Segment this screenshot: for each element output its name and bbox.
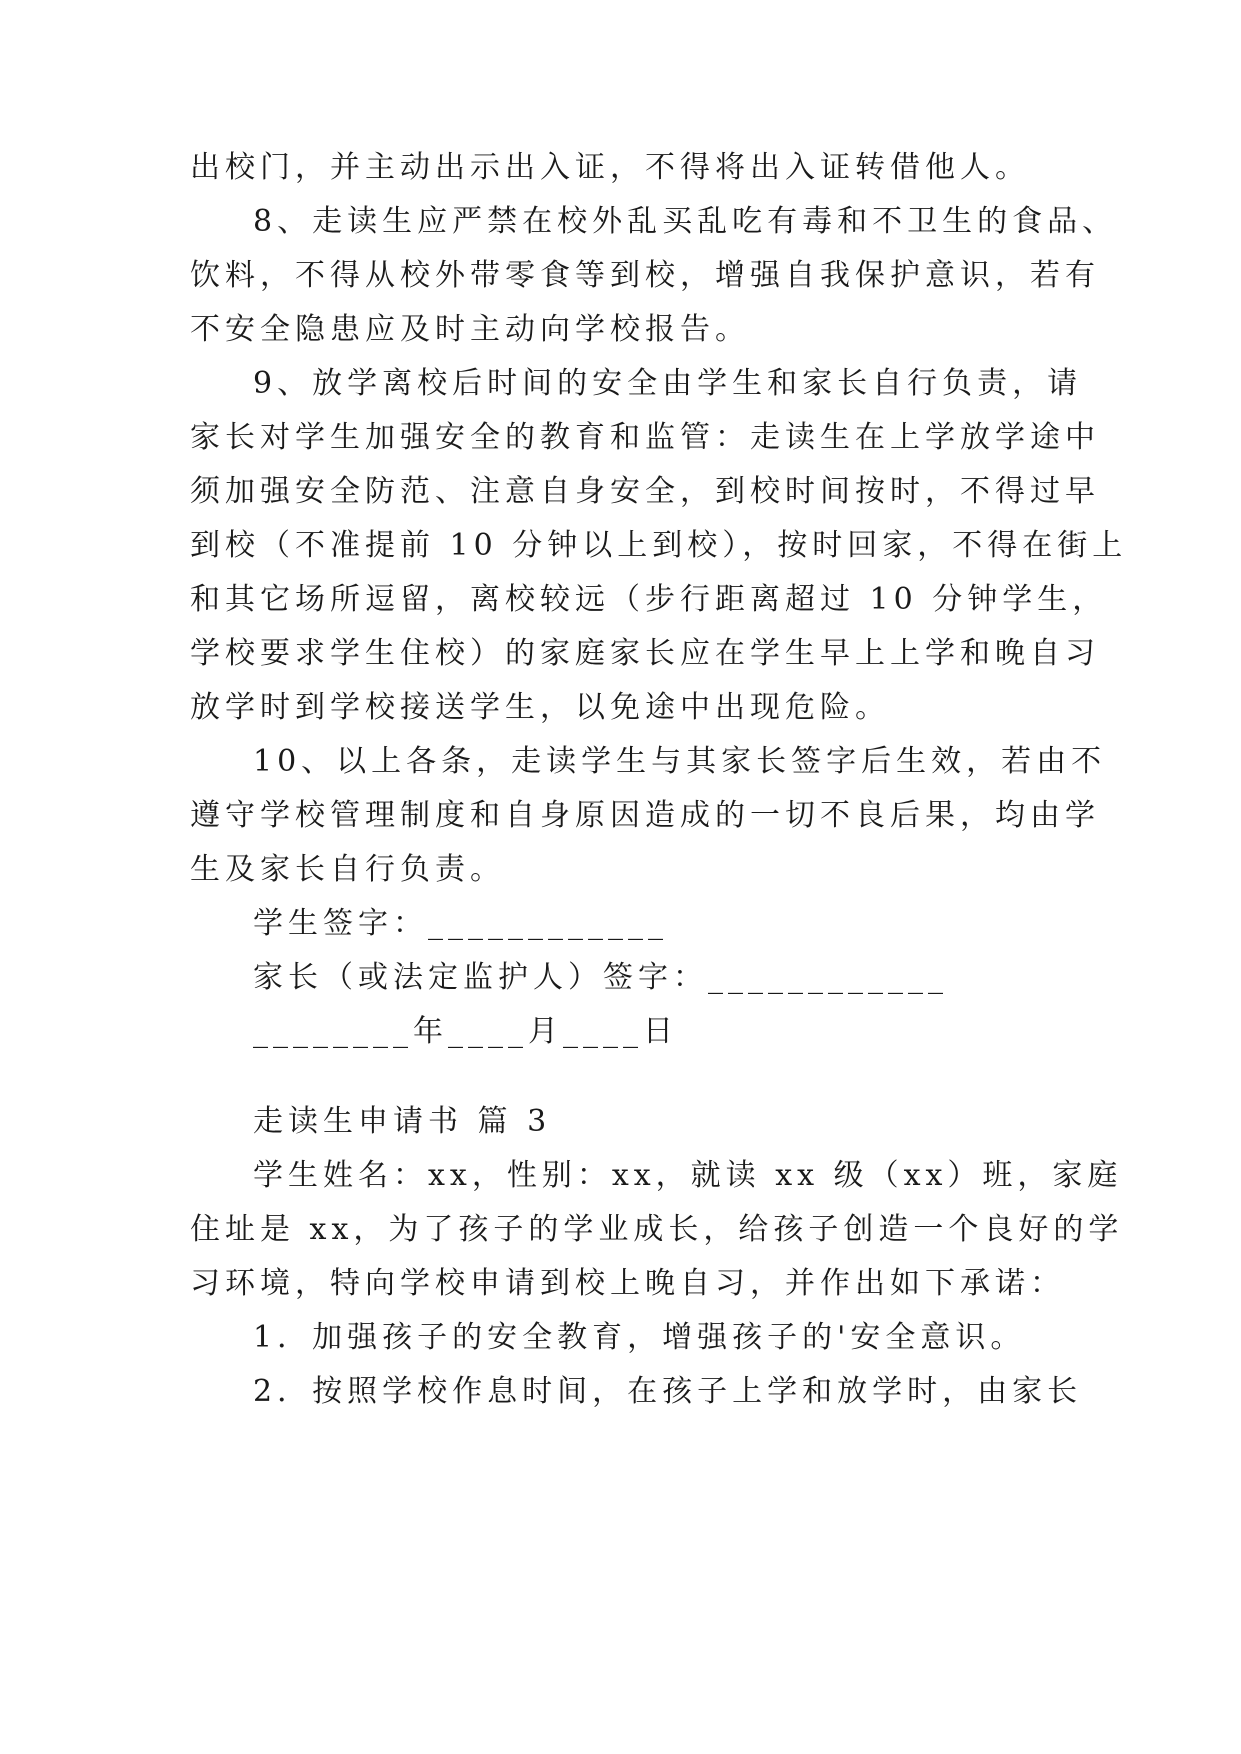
text-line: 习环境，特向学校申请到校上晚自习，并作出如下承诺： [190,1266,1065,1301]
text-line: 9、放学离校后时间的安全由学生和家长自行负责，请 [253,366,1083,401]
text-line: 学校要求学生住校）的家庭家长应在学生早上上学和晚自习 [190,636,1100,671]
parent-signature-line: 家长（或法定监护人）签字：____________ [253,960,948,995]
student-signature-line: 学生签字：____________ [253,906,668,941]
text-line: 住址是 xx，为了孩子的学业成长，给孩子创造一个良好的学 [190,1212,1124,1247]
text-line: 2．按照学校作息时间，在孩子上学和放学时，由家长 [253,1374,1083,1409]
text-line: 须加强安全防范、注意自身安全，到校时间按时，不得过早 [190,474,1100,509]
text-line: 8、走读生应严禁在校外乱买乱吃有毒和不卫生的食品、 [253,204,1118,239]
text-line: 10、以上各条，走读学生与其家长签字后生效，若由不 [253,744,1107,779]
text-line: 到校（不准提前 10 分钟以上到校），按时回家，不得在街上 [190,528,1128,563]
text-line: 放学时到学校接送学生，以免途中出现危险。 [190,690,890,725]
text-line: 和其它场所逗留，离校较远（步行距离超过 10 分钟学生， [190,582,1108,617]
text-line: 饮料，不得从校外带零食等到校，增强自我保护意识，若有 [190,258,1100,293]
text-line: 学生姓名：xx，性别：xx，就读 xx 级（xx）班，家庭 [253,1158,1123,1193]
text-line: 1．加强孩子的安全教育，增强孩子的'安全意识。 [253,1320,1026,1355]
text-line: 出校门，并主动出示出入证，不得将出入证转借他人。 [190,150,1030,185]
text-line: 遵守学校管理制度和自身原因造成的一切不良后果，均由学 [190,798,1100,833]
section-heading: 走读生申请书 篇 3 [253,1104,552,1139]
text-line: 不安全隐患应及时主动向学校报告。 [190,312,750,347]
text-line: 生及家长自行负责。 [190,852,505,887]
text-line: 家长对学生加强安全的教育和监管：走读生在上学放学途中 [190,420,1100,455]
date-line: ________年____月____日 [253,1014,678,1049]
